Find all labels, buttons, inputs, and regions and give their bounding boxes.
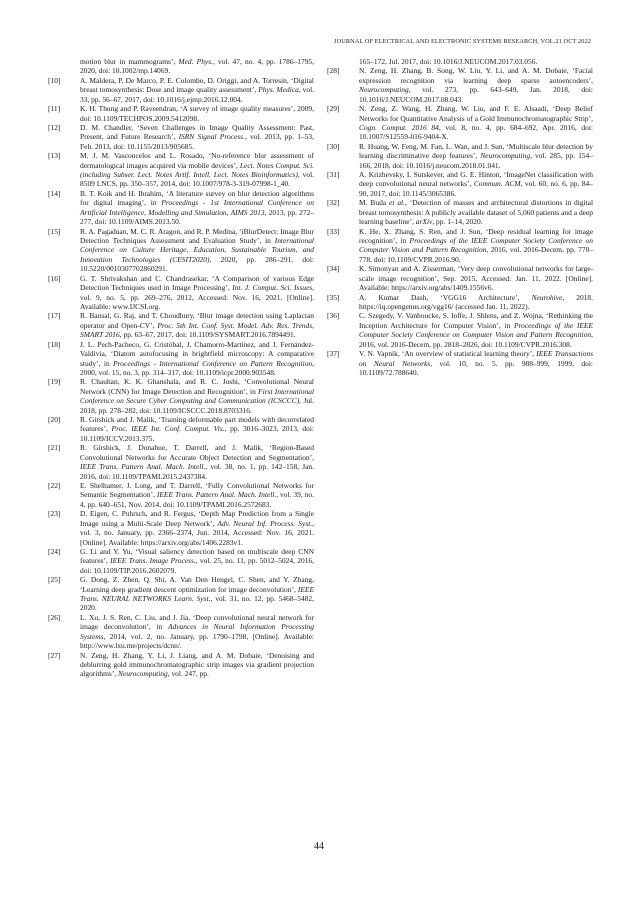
page-number: 44 <box>314 841 324 852</box>
reference-item <box>48 311 314 339</box>
reference-text: D. M. Chandler, ‘Seven Challenges in Image Quality Assessment: Past, Present, and Future Research’, ISRN Signal Process., vol. 2013, pp. 1–53, Feb. 2013, doi: 10.1155/2013/905685. <box>80 122 314 151</box>
reference-number: [22] <box>48 480 61 490</box>
reference-number: [37] <box>327 349 340 359</box>
reference-item <box>327 104 593 142</box>
reference-text: A. Krizhevsky, I. Sutskever, and G. E. Hinton, ‘ImageNet classification with deep convolutional neural networks’, Commun. ACM, vol. 60, no. 6, pp. 84–90, 2017, doi: 10.1145/3065386. <box>359 170 593 198</box>
reference-number: [20] <box>48 415 61 425</box>
reference-text: G. Li and Y. Yu, ‘Visual saliency detection based on multiscale deep CNN features’, IEEE Trans. Image Process., vol. 25, no. 11, pp. 5012–5024, 2016, doi: 10.1109/TIP.2016.2602079. <box>80 546 314 575</box>
journal-header: JOURNAL OF ELECTRICAL AND ELECTRONIC SYSTEMS RESEARCH, VOL.21 OCT 2022 <box>334 38 591 45</box>
reference-text: M. J. M. Vasconcelos and L. Rosado, ‘No-reference blur assessment of dermatological images acquired via mobile devices’, Lect. Notes Comput. Sci. (including Subser. Lect. Notes Artif. Intell. Lect. Notes Bioinformatics), vol. 8509 LNCS, pp. 350–357, 2014, doi: 10.1007/978-3-319-07998-1_40. <box>80 151 314 189</box>
reference-text: G. T. Shrivakshan and C. Chandrasekar, ‘A Comparison of various Edge Detection Techniques used in Image Processing’, Int. J. Comput. Sci. Issues, vol. 9, no. 5, pp. 269–276, 2012, Accessed: Nov. 16, 2021. [Online]. Available: www.IJCSI.org. <box>80 273 314 311</box>
reference-text: E. Shelhamer, J. Long, and T. Darrell, ‘Fully Convolutional Networks for Semantic Segmentation’, IEEE Trans. Pattern Anal. Mach. Intell., vol. 39, no. 4, pp. 640–651, Nov. 2014, doi: 10.1109/TPAMI.2016.2572683. <box>80 480 314 509</box>
reference-item <box>48 104 314 123</box>
reference-number: [17] <box>48 311 61 321</box>
reference-number: [33] <box>327 226 340 236</box>
reference-item <box>48 509 314 547</box>
reference-item <box>327 349 593 377</box>
reference-number: [24] <box>48 546 61 556</box>
reference-item <box>48 151 314 189</box>
reference-number: [21] <box>48 443 61 453</box>
reference-item <box>48 575 314 613</box>
reference-number: [25] <box>48 575 61 585</box>
reference-number: [31] <box>327 170 340 180</box>
reference-text: R. Girshick, J. Donahue, T. Darrell, and J. Malik, ‘Region-Based Convolutional Networks for Accurate Object Detection and Segmentation’, IEEE Trans. Pattern Anal. Mach. Intell., vol. 38, no. 1, pp. 142–158, Jan. 2016, doi: 10.1109/TPAMI.2015.2437384. <box>80 443 314 481</box>
reference-text: K. H. Thung and P. Raveendran, ‘A survey of image quality measures’, 2009, doi: 10.1109/TECHPOS.2009.5412098. <box>80 104 314 123</box>
reference-number: [11] <box>48 104 61 114</box>
reference-text: V. N. Vapnik, ‘An overview of statistical learning theory’, IEEE Transactions on Neural Networks, vol. 10, no. 5. pp. 988–999, 1999, doi: 10.1109/72.788640. <box>359 349 594 377</box>
reference-text: R. Girshick and J. Malik, ‘Training deformable part models with decorrelated features’, Proc. IEEE Int. Conf. Comput. Vis., pp. 3016–3023, 2013, doi: 10.1109/ICCV.2013.375. <box>80 415 314 443</box>
reference-number: [29] <box>327 104 340 114</box>
reference-text: C. Szegedy, V. Vanhoucke, S. Ioffe, J. Shlens, and Z. Wojna, ‘Rethinking the Inception Architecture for Computer Vision’, in Proceedings of the IEEE Computer Society Conference on Computer Vision and Pattern Recognition, 2016, vol. 2016-Decem, pp. 2818–2826, doi: 10.1109/CVPR.2016.308. <box>359 311 593 349</box>
reference-text: A. Kumar Dash, ‘VGG16 Architecture’, Neurohive, 2018. https://iq.opengenus.org/vgg16/ (accessed Jan. 11, 2022). <box>359 292 593 311</box>
reference-item <box>48 123 314 151</box>
reference-number: [34] <box>327 264 340 274</box>
reference-item <box>327 311 593 349</box>
reference-item <box>48 415 314 443</box>
reference-number: [18] <box>48 339 61 349</box>
reference-text: R. Huang, W. Feng, M. Fan, L. Wan, and J. Sun, ‘Multiscale blur detection by learning discriminative deep features’, Neurocomputing, vol. 285, pp. 154–166, 2018, doi: 10.1016/j.neucom.2018.01.041. <box>359 141 593 170</box>
reference-number: [10] <box>48 75 61 85</box>
reference-text: L. Xu, J. S. Ren, C. Liu, and J. Jia, ‘Deep convolutional neural network for image deconvolution’, in Advances in Neural Information Processing Systems, 2014, vol. 2, no. January, pp. 1790–1798, [Online]. Available: http://www.lxu.me/projects/dcnn/. <box>80 612 314 651</box>
reference-number: [27] <box>48 650 61 660</box>
reference-text: R. Bansal, G. Raj, and T. Choudhury, ‘Blur image detection using Laplacian operator and Open-CV’, Proc. 5th Int. Conf. Syst. Model. Adv. Res. Trends, SMART 2016, pp. 63–67, 2017, doi: 10.1109/SYSMART.2016.7894491. <box>80 311 314 340</box>
reference-item <box>48 189 314 227</box>
reference-number: [16] <box>48 273 61 283</box>
reference-continuation: 165–172, Jul. 2017, doi: 10.1016/J.NEUCOM.2017.03.056. <box>359 57 538 66</box>
reference-item <box>48 651 314 679</box>
reference-text: J. L. Pech-Pacheco, G. Cristóbal, J. Chamorro-Martínez, and J. Fernández-Valdivia, ‘Diatom autofocusing in brightfield microscopy: A comparative study’, in Proceedings - International Conference on Pattern Recognition, 2000, vol. 15, no. 3, pp. 314–317, doi: 10.1109/icpr.2000.903548. <box>80 339 314 377</box>
reference-item <box>48 613 314 651</box>
reference-number: [28] <box>327 66 340 76</box>
reference-item <box>327 293 593 312</box>
reference-item <box>48 443 314 481</box>
reference-item <box>327 66 593 104</box>
reference-text: N. Zeng, H. Zhang, B. Song, W. Liu, Y. Li, and A. M. Dobaie, ‘Facial expression recognition via learning deep sparse autoencoders’, Neurocomputing, vol. 273, pp. 643–649, Jan. 2018, doi: 10.1016/J.NEUCOM.2017.08.043. <box>359 66 593 104</box>
reference-number: [14] <box>48 188 61 198</box>
reference-item <box>327 198 593 226</box>
reference-list-right <box>327 66 593 377</box>
reference-text: B. T. Koik and H. Ibrahim, ‘A literature survey on blur detection algorithms for digital imaging’, in Proceedings - 1st International Conference on Artificial Intelligence, Modelling and Simulation, AIMS 2013, 2013, pp. 272–277, doi: 10.1109/AIMS.2013.50. <box>80 188 315 227</box>
reference-item <box>48 377 314 415</box>
reference-number: [32] <box>327 198 340 208</box>
reference-text: K. He, X. Zhang, S. Ren, and J. Sun, ‘Deep residual learning for image recognition’, in Proceedings of the IEEE Computer Society Conference on Computer Vision and Pattern Recognition, 2016, vol. 2016-Decem, pp. 770–778, doi: 10.1109/CVPR.2016.90. <box>359 226 594 264</box>
reference-continuation: motion blur in mammograms’, Med. Phys., vol. 47, no. 4, pp. 1786–1795, 2020, doi: 10.1002/mp.14069. <box>80 57 314 76</box>
reference-number: [36] <box>327 311 340 321</box>
reference-item <box>48 481 314 509</box>
reference-item <box>327 264 593 292</box>
reference-item <box>327 170 593 198</box>
reference-text: N. Zeng, Z. Wang, H. Zhang, W. Liu, and F. E. Alsaadi, ‘Deep Belief Networks for Quantitative Analysis of a Gold Immunochromatographic Strip’, Cogn. Comput. 2016 84, vol. 8, no. 4, pp. 684–692, Apr. 2016, doi: 10.1007/S12559-016-9404-X. <box>359 104 594 142</box>
reference-text: N. Zeng, H. Zhang, Y. Li, J. Liang, and A. M. Dobaie, ‘Denoising and deblurring gold immunochromatographic strip images via gradient projection algorithms’, Neurocomputing, vol. 247, pp. <box>80 650 314 679</box>
references-right-column <box>327 57 593 377</box>
reference-number: [23] <box>48 509 61 519</box>
reference-text: R. Chauhan, K. K. Ghanshala, and R. C. Joshi, ‘Convolutional Neural Network (CNN) for Image Detection and Recognition’, in First International Conference on Secure Cyber Computing and Communication (ICSCCC), Jul. 2018, pp. 278–282, doi: 10.1109/ICSCCC.2018.8703316. <box>80 377 315 415</box>
reference-text: M. Buda et al., ‘Detection of masses and architectural distortions in digital breast tomosynthesis: A publicly available dataset of 5,060 patients and a deep learning baseline’, arXiv, pp. 1–14, 2020. <box>359 198 594 227</box>
reference-number: [26] <box>48 612 61 622</box>
reference-number: [12] <box>48 122 61 132</box>
reference-text: K. Simonyan and A. Zisserman, ‘Very deep convolutional networks for large-scale image recognition’, Sep. 2015, Accessed: Jan. 11, 2022. [Online]. Available: https://arxiv.org/abs/1409.1556v6. <box>359 264 593 293</box>
reference-text: G. Dong, Z. Zhen, Q. Shi, A. Van Den Hengel, C. Shen, and Y. Zhang, ‘Learning deep gradient descent optimization for image deconvolution’, IEEE Trans. NEURAL NETWORKS Learn. Syst., vol. 31, no. 12, pp. 5468–5482, 2020. <box>80 575 314 613</box>
reference-text: R. A. Pagaduan, M. C. R. Aragon, and R. P. Medina, ‘iBlurDetect: Image Blur Detection Techniques Assessment and Evaluation Study’, in International Conference on Culture Heritage, Education, Sustainable Tourism, and Innovation Technologies (CESIT2020), 2020, pp. 286–291, doi: 10.5220/0010307702860291. <box>80 226 314 274</box>
reference-number: [13] <box>48 151 61 161</box>
references-left-column <box>48 57 314 679</box>
reference-item <box>48 274 314 312</box>
reference-item <box>48 76 314 104</box>
reference-number: [35] <box>327 292 340 302</box>
reference-text: D. Eigen, C. Puhrsch, and R. Fergus, ‘Depth Map Prediction from a Single Image using a Multi-Scale Deep Network’, Adv. Neural Inf. Process. Syst., vol. 3, no. January, pp. 2366–2374, Jun. 2014, Accessed: Nov. 16, 2021. [Online]. Available: https://arxiv.org/abs/1406.2283v1. <box>80 509 314 547</box>
reference-item <box>327 227 593 265</box>
reference-number: [15] <box>48 226 61 236</box>
reference-number: [19] <box>48 377 61 387</box>
reference-item <box>48 547 314 575</box>
reference-item <box>327 142 593 170</box>
reference-text: A. Maldera, P. De Marco, P. E. Colombo, D. Origgi, and A. Torresin, ‘Digital breast tomosynthesis: Dose and image quality assessment’, Phys. Medica, vol. 33, pp. 56–67, 2017, doi: 10.1016/j.ejmp.2016.12.004. <box>80 75 314 104</box>
reference-number: [30] <box>327 141 340 151</box>
reference-item <box>48 227 314 274</box>
reference-list-left <box>48 76 314 679</box>
reference-item <box>48 340 314 378</box>
